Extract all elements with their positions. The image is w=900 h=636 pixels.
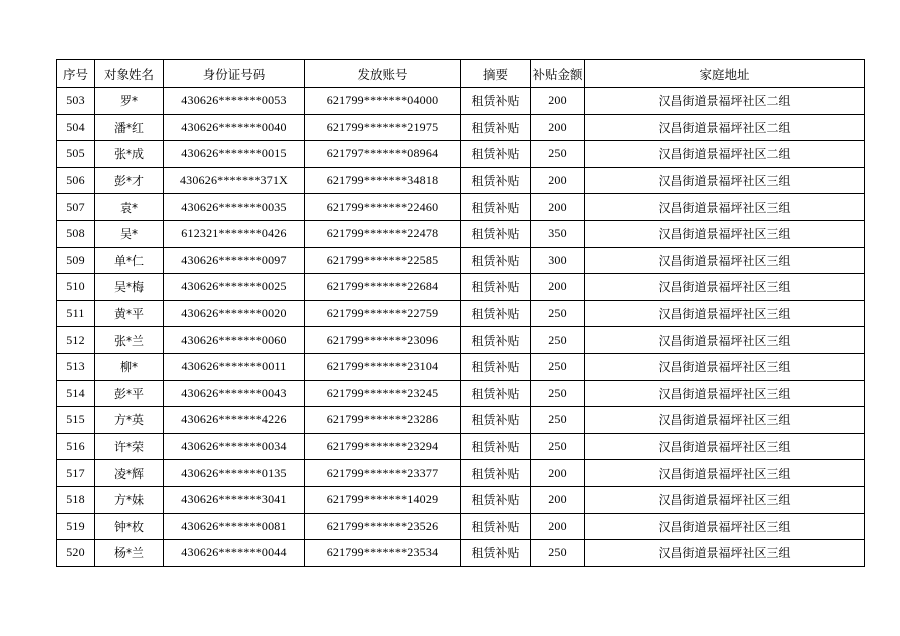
cell-address: 汉昌街道景福坪社区三组 [585, 353, 865, 380]
table-row [57, 114, 865, 141]
header-account: 发放账号 [305, 60, 461, 88]
table-row [57, 220, 865, 247]
cell-name: 吴*梅 [95, 274, 164, 301]
cell-summary: 租赁补贴 [461, 141, 531, 168]
cell-amount: 200 [531, 114, 585, 141]
cell-id-number: 430626*******0060 [164, 327, 305, 354]
cell-seq: 507 [57, 194, 95, 221]
table-row [57, 167, 865, 194]
table-row [57, 194, 865, 221]
cell-address: 汉昌街道景福坪社区三组 [585, 220, 865, 247]
cell-seq: 512 [57, 327, 95, 354]
cell-name: 罗* [95, 88, 164, 115]
cell-address: 汉昌街道景福坪社区三组 [585, 167, 865, 194]
cell-account: 621799*******22684 [305, 274, 461, 301]
cell-amount: 200 [531, 167, 585, 194]
cell-name: 彭*才 [95, 167, 164, 194]
cell-name: 方*妹 [95, 486, 164, 513]
cell-seq: 506 [57, 167, 95, 194]
table-row [57, 433, 865, 460]
header-address: 家庭地址 [585, 60, 865, 88]
cell-name: 张*兰 [95, 327, 164, 354]
cell-amount: 250 [531, 433, 585, 460]
cell-summary: 租赁补贴 [461, 540, 531, 567]
cell-name: 许*荣 [95, 433, 164, 460]
subsidy-table [56, 59, 865, 567]
cell-name: 张*成 [95, 141, 164, 168]
cell-id-number: 430626*******0097 [164, 247, 305, 274]
cell-name: 单*仁 [95, 247, 164, 274]
cell-account: 621799*******22585 [305, 247, 461, 274]
cell-address: 汉昌街道景福坪社区三组 [585, 433, 865, 460]
cell-summary: 租赁补贴 [461, 460, 531, 487]
cell-summary: 租赁补贴 [461, 274, 531, 301]
cell-seq: 504 [57, 114, 95, 141]
subsidy-table-sheet [56, 59, 865, 567]
cell-seq: 514 [57, 380, 95, 407]
table-row [57, 88, 865, 115]
header-amount: 补贴金额 [531, 60, 585, 88]
cell-amount: 250 [531, 380, 585, 407]
cell-seq: 503 [57, 88, 95, 115]
cell-summary: 租赁补贴 [461, 300, 531, 327]
cell-amount: 250 [531, 540, 585, 567]
table-row [57, 353, 865, 380]
cell-id-number: 430626*******0025 [164, 274, 305, 301]
cell-address: 汉昌街道景福坪社区三组 [585, 460, 865, 487]
table-row [57, 513, 865, 540]
table-row [57, 300, 865, 327]
cell-address: 汉昌街道景福坪社区三组 [585, 513, 865, 540]
cell-address: 汉昌街道景福坪社区三组 [585, 194, 865, 221]
cell-id-number: 430626*******0044 [164, 540, 305, 567]
cell-seq: 517 [57, 460, 95, 487]
cell-address: 汉昌街道景福坪社区三组 [585, 274, 865, 301]
cell-summary: 租赁补贴 [461, 407, 531, 434]
cell-id-number: 430626*******0135 [164, 460, 305, 487]
table-row [57, 247, 865, 274]
cell-id-number: 430626*******0040 [164, 114, 305, 141]
cell-id-number: 430626*******0015 [164, 141, 305, 168]
table-body [57, 88, 865, 567]
cell-amount: 200 [531, 194, 585, 221]
cell-id-number: 430626*******0053 [164, 88, 305, 115]
cell-address: 汉昌街道景福坪社区二组 [585, 88, 865, 115]
table-row [57, 407, 865, 434]
cell-summary: 租赁补贴 [461, 88, 531, 115]
table-row [57, 327, 865, 354]
cell-seq: 513 [57, 353, 95, 380]
cell-amount: 200 [531, 486, 585, 513]
cell-seq: 509 [57, 247, 95, 274]
cell-seq: 520 [57, 540, 95, 567]
cell-name: 凌*辉 [95, 460, 164, 487]
header-seq: 序号 [57, 60, 95, 88]
cell-amount: 250 [531, 407, 585, 434]
cell-id-number: 430626*******371X [164, 167, 305, 194]
cell-name: 彭*平 [95, 380, 164, 407]
cell-summary: 租赁补贴 [461, 167, 531, 194]
cell-summary: 租赁补贴 [461, 513, 531, 540]
cell-address: 汉昌街道景福坪社区二组 [585, 114, 865, 141]
cell-seq: 516 [57, 433, 95, 460]
cell-summary: 租赁补贴 [461, 380, 531, 407]
cell-name: 袁* [95, 194, 164, 221]
header-summary: 摘要 [461, 60, 531, 88]
cell-account: 621799*******22478 [305, 220, 461, 247]
cell-summary: 租赁补贴 [461, 220, 531, 247]
cell-address: 汉昌街道景福坪社区三组 [585, 247, 865, 274]
cell-account: 621799*******23377 [305, 460, 461, 487]
cell-seq: 515 [57, 407, 95, 434]
cell-address: 汉昌街道景福坪社区三组 [585, 380, 865, 407]
header-row [57, 60, 865, 88]
cell-id-number: 430626*******0020 [164, 300, 305, 327]
header-name: 对象姓名 [95, 60, 164, 88]
cell-address: 汉昌街道景福坪社区二组 [585, 141, 865, 168]
cell-summary: 租赁补贴 [461, 433, 531, 460]
table-row [57, 486, 865, 513]
cell-seq: 518 [57, 486, 95, 513]
cell-summary: 租赁补贴 [461, 486, 531, 513]
table-row [57, 460, 865, 487]
cell-id-number: 430626*******0043 [164, 380, 305, 407]
cell-amount: 200 [531, 513, 585, 540]
cell-account: 621799*******22460 [305, 194, 461, 221]
cell-name: 柳* [95, 353, 164, 380]
cell-id-number: 430626*******0034 [164, 433, 305, 460]
cell-name: 潘*红 [95, 114, 164, 141]
cell-summary: 租赁补贴 [461, 114, 531, 141]
cell-amount: 250 [531, 327, 585, 354]
cell-name: 方*英 [95, 407, 164, 434]
cell-id-number: 430626*******0011 [164, 353, 305, 380]
cell-account: 621797*******08964 [305, 141, 461, 168]
cell-name: 钟*枚 [95, 513, 164, 540]
cell-summary: 租赁补贴 [461, 327, 531, 354]
cell-amount: 250 [531, 353, 585, 380]
cell-seq: 519 [57, 513, 95, 540]
cell-amount: 250 [531, 141, 585, 168]
cell-id-number: 612321*******0426 [164, 220, 305, 247]
cell-seq: 508 [57, 220, 95, 247]
header-id-number: 身份证号码 [164, 60, 305, 88]
cell-account: 621799*******23534 [305, 540, 461, 567]
table-row [57, 141, 865, 168]
cell-account: 621799*******23096 [305, 327, 461, 354]
cell-account: 621799*******04000 [305, 88, 461, 115]
cell-name: 吴* [95, 220, 164, 247]
cell-address: 汉昌街道景福坪社区三组 [585, 407, 865, 434]
cell-account: 621799*******22759 [305, 300, 461, 327]
cell-amount: 200 [531, 88, 585, 115]
cell-seq: 511 [57, 300, 95, 327]
cell-amount: 200 [531, 460, 585, 487]
cell-account: 621799*******23104 [305, 353, 461, 380]
cell-account: 621799*******23245 [305, 380, 461, 407]
cell-account: 621799*******34818 [305, 167, 461, 194]
cell-name: 黄*平 [95, 300, 164, 327]
cell-account: 621799*******21975 [305, 114, 461, 141]
cell-account: 621799*******23294 [305, 433, 461, 460]
cell-address: 汉昌街道景福坪社区三组 [585, 327, 865, 354]
table-row [57, 540, 865, 567]
cell-account: 621799*******14029 [305, 486, 461, 513]
cell-amount: 250 [531, 300, 585, 327]
cell-seq: 505 [57, 141, 95, 168]
cell-seq: 510 [57, 274, 95, 301]
cell-account: 621799*******23526 [305, 513, 461, 540]
cell-summary: 租赁补贴 [461, 353, 531, 380]
table-row [57, 274, 865, 301]
cell-summary: 租赁补贴 [461, 247, 531, 274]
cell-amount: 350 [531, 220, 585, 247]
cell-address: 汉昌街道景福坪社区三组 [585, 300, 865, 327]
cell-account: 621799*******23286 [305, 407, 461, 434]
cell-amount: 300 [531, 247, 585, 274]
cell-id-number: 430626*******0081 [164, 513, 305, 540]
cell-address: 汉昌街道景福坪社区三组 [585, 486, 865, 513]
cell-id-number: 430626*******0035 [164, 194, 305, 221]
cell-amount: 200 [531, 274, 585, 301]
cell-id-number: 430626*******3041 [164, 486, 305, 513]
cell-id-number: 430626*******4226 [164, 407, 305, 434]
cell-name: 杨*兰 [95, 540, 164, 567]
cell-summary: 租赁补贴 [461, 194, 531, 221]
table-row [57, 380, 865, 407]
cell-address: 汉昌街道景福坪社区三组 [585, 540, 865, 567]
